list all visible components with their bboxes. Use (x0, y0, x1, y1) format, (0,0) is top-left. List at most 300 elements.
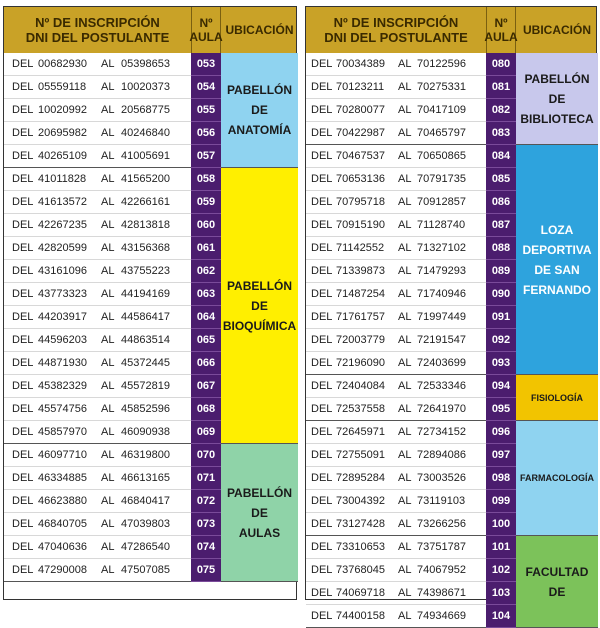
header-inscripcion-line1: Nº DE INSCRIPCIÓN (333, 15, 459, 30)
al-label: AL (398, 380, 412, 392)
al-label: AL (398, 58, 412, 70)
al-label: AL (398, 518, 412, 530)
header-ubicacion: UBICACIÓN (225, 23, 294, 37)
del-label: DEL (12, 472, 34, 484)
dni-to: 72734152 (417, 426, 466, 438)
al-label: AL (101, 426, 115, 438)
dni-from: 74400158 (336, 610, 385, 622)
dni-to: 73003526 (417, 472, 466, 484)
table-row (306, 283, 486, 306)
al-label: AL (398, 495, 412, 507)
location-cell (516, 375, 598, 421)
dni-from: 70422987 (336, 127, 385, 139)
table-row (4, 237, 191, 260)
table-row (306, 191, 486, 214)
al-label: AL (101, 380, 115, 392)
al-label: AL (398, 311, 412, 323)
header-aula (486, 7, 516, 53)
dni-to: 05398653 (121, 58, 170, 70)
location-cell (221, 53, 298, 168)
aula-number: 068 (191, 398, 221, 421)
dni-from: 70795718 (336, 196, 385, 208)
al-label: AL (101, 242, 115, 254)
aula-number: 064 (191, 306, 221, 329)
del-label: DEL (311, 242, 333, 254)
dni-to: 42266161 (121, 196, 170, 208)
dni-to: 43156368 (121, 242, 170, 254)
dni-from: 72196090 (336, 357, 385, 369)
aula-number: 075 (191, 559, 221, 582)
del-label: DEL (311, 288, 333, 300)
al-label: AL (101, 334, 115, 346)
dni-to: 45372445 (121, 357, 170, 369)
al-label: AL (101, 311, 115, 323)
dni-to: 44586417 (121, 311, 170, 323)
aula-number: 066 (191, 352, 221, 375)
table-row (4, 168, 191, 191)
dni-from: 44871930 (38, 357, 87, 369)
aula-number: 087 (486, 214, 516, 237)
del-label: DEL (311, 127, 333, 139)
dni-to: 47507085 (121, 564, 170, 576)
dni-to: 20568775 (121, 104, 170, 116)
del-label: DEL (311, 334, 333, 346)
table-row (4, 352, 191, 375)
table-row (4, 444, 191, 467)
al-label: AL (398, 173, 412, 185)
dni-from: 46334885 (38, 472, 87, 484)
aula-number: 080 (486, 53, 516, 76)
dni-to: 73119103 (417, 495, 466, 507)
table-row (306, 99, 486, 122)
table-row (306, 444, 486, 467)
table-row (306, 145, 486, 168)
del-label: DEL (12, 518, 34, 530)
dni-to: 72191547 (417, 334, 466, 346)
dni-to: 46840417 (121, 495, 170, 507)
location-cell (516, 145, 598, 375)
dni-from: 70467537 (336, 150, 385, 162)
del-label: DEL (311, 173, 333, 185)
aula-number: 053 (191, 53, 221, 76)
al-label: AL (101, 58, 115, 70)
table-header (306, 7, 596, 53)
dni-to: 73751787 (417, 541, 466, 553)
aula-number: 071 (191, 467, 221, 490)
al-label: AL (398, 219, 412, 231)
table-row (4, 375, 191, 398)
del-label: DEL (311, 495, 333, 507)
del-label: DEL (311, 196, 333, 208)
del-label: DEL (12, 242, 34, 254)
del-label: DEL (12, 426, 34, 438)
del-label: DEL (12, 81, 34, 93)
dni-from: 73310653 (336, 541, 385, 553)
del-label: DEL (311, 104, 333, 116)
dni-to: 46090938 (121, 426, 170, 438)
del-label: DEL (311, 426, 333, 438)
del-label: DEL (12, 357, 34, 369)
table-row (306, 53, 486, 76)
header-aula-line1: Nº (199, 16, 213, 30)
aula-number: 098 (486, 467, 516, 490)
aula-number: 095 (486, 398, 516, 421)
dni-from: 44203917 (38, 311, 87, 323)
location-cell (516, 421, 598, 536)
dni-to: 72533346 (417, 380, 466, 392)
dni-to: 45852596 (121, 403, 170, 415)
al-label: AL (398, 334, 412, 346)
dni-to: 71128740 (417, 219, 466, 231)
del-label: DEL (311, 449, 333, 461)
aula-number: 059 (191, 191, 221, 214)
dni-to: 70465797 (417, 127, 466, 139)
dni-to: 73266256 (417, 518, 466, 530)
dni-from: 46623880 (38, 495, 87, 507)
table-row (4, 53, 191, 76)
dni-from: 41011828 (38, 173, 87, 185)
dni-to: 46319800 (121, 449, 170, 461)
dni-to: 43755223 (121, 265, 170, 277)
dni-to: 47286540 (121, 541, 170, 553)
header-aula-line1: Nº (494, 16, 508, 30)
aula-number: 086 (486, 191, 516, 214)
location-name: PABELLÓN DE AULAS (226, 485, 293, 540)
location-name: FACULTAD DE (525, 564, 589, 599)
del-label: DEL (12, 334, 34, 346)
table-row (306, 329, 486, 352)
aula-number: 088 (486, 237, 516, 260)
al-label: AL (101, 449, 115, 461)
del-label: DEL (12, 403, 34, 415)
table-row (4, 306, 191, 329)
al-label: AL (101, 403, 115, 415)
dni-to: 41565200 (121, 173, 170, 185)
aula-number: 055 (191, 99, 221, 122)
dni-from: 70915190 (336, 219, 385, 231)
dni-from: 72003779 (336, 334, 385, 346)
header-inscripcion (306, 7, 486, 53)
del-label: DEL (311, 58, 333, 70)
table-row (306, 513, 486, 536)
aula-number: 092 (486, 329, 516, 352)
dni-from: 71142552 (336, 242, 385, 254)
del-label: DEL (12, 495, 34, 507)
al-label: AL (101, 127, 115, 139)
dni-from: 43161096 (38, 265, 87, 277)
al-label: AL (101, 288, 115, 300)
table-row (4, 145, 191, 168)
al-label: AL (101, 265, 115, 277)
aula-number: 073 (191, 513, 221, 536)
dni-to: 45572819 (121, 380, 170, 392)
del-label: DEL (12, 58, 34, 70)
al-label: AL (398, 472, 412, 484)
al-label: AL (398, 242, 412, 254)
al-label: AL (398, 564, 412, 576)
location-cell (516, 53, 598, 145)
dni-to: 44194169 (121, 288, 170, 300)
aula-number: 074 (191, 536, 221, 559)
del-label: DEL (12, 564, 34, 576)
dni-from: 41613572 (38, 196, 87, 208)
aula-number: 097 (486, 444, 516, 467)
dni-from: 70123211 (336, 81, 385, 93)
dni-from: 10020992 (38, 104, 87, 116)
al-label: AL (101, 564, 115, 576)
dni-from: 70280077 (336, 104, 385, 116)
aula-number: 054 (191, 76, 221, 99)
al-label: AL (398, 426, 412, 438)
dni-from: 73768045 (336, 564, 385, 576)
dni-to: 71740946 (417, 288, 466, 300)
aula-number: 072 (191, 490, 221, 513)
del-label: DEL (311, 311, 333, 323)
del-label: DEL (12, 288, 34, 300)
table-row (306, 214, 486, 237)
del-label: DEL (311, 219, 333, 231)
location-cell (516, 536, 598, 628)
del-label: DEL (12, 311, 34, 323)
del-label: DEL (311, 587, 333, 599)
aula-number: 062 (191, 260, 221, 283)
del-label: DEL (12, 219, 34, 231)
table-row (4, 283, 191, 306)
dni-from: 70034389 (336, 58, 385, 70)
aula-number: 103 (486, 582, 516, 605)
aula-number: 057 (191, 145, 221, 168)
dni-to: 72641970 (417, 403, 466, 415)
dni-from: 72895284 (336, 472, 385, 484)
al-label: AL (101, 472, 115, 484)
dni-to: 10020373 (121, 81, 170, 93)
dni-from: 47290008 (38, 564, 87, 576)
del-label: DEL (12, 150, 34, 162)
dni-to: 70650865 (417, 150, 466, 162)
al-label: AL (101, 150, 115, 162)
table-row (4, 191, 191, 214)
del-label: DEL (311, 610, 333, 622)
dni-to: 74934669 (417, 610, 466, 622)
aula-number: 101 (486, 536, 516, 559)
table-row (4, 329, 191, 352)
dni-from: 42267235 (38, 219, 87, 231)
dni-to: 41005691 (121, 150, 170, 162)
table-row (306, 375, 486, 398)
aula-number: 085 (486, 168, 516, 191)
table-row (306, 122, 486, 145)
dni-to: 72403699 (417, 357, 466, 369)
del-label: DEL (12, 541, 34, 553)
dni-to: 40246840 (121, 127, 170, 139)
dni-to: 47039803 (121, 518, 170, 530)
aula-number: 099 (486, 490, 516, 513)
location-name: PABELLÓN DE BIOQUÍMICA (222, 278, 297, 333)
del-label: DEL (311, 472, 333, 484)
del-label: DEL (311, 150, 333, 162)
dni-from: 47040636 (38, 541, 87, 553)
del-label: DEL (12, 265, 34, 277)
table-row (306, 536, 486, 559)
right-assignment-table (305, 6, 597, 622)
header-aula (191, 7, 221, 53)
dni-to: 71997449 (417, 311, 466, 323)
aula-number: 084 (486, 145, 516, 168)
al-label: AL (101, 541, 115, 553)
al-label: AL (398, 449, 412, 461)
location-name: PABELLÓN DE BIBLIOTECA (520, 71, 594, 126)
al-label: AL (398, 288, 412, 300)
al-label: AL (101, 81, 115, 93)
dni-to: 74398671 (417, 587, 466, 599)
table-header (4, 7, 296, 53)
al-label: AL (398, 150, 412, 162)
header-ubicacion: UBICACIÓN (523, 23, 591, 37)
dni-from: 00682930 (38, 58, 87, 70)
al-label: AL (101, 495, 115, 507)
header-inscripcion-line1: Nº DE INSCRIPCIÓN (35, 15, 160, 30)
aula-number: 061 (191, 237, 221, 260)
location-name: FISIOLOGÍA (530, 392, 583, 403)
table-row (306, 260, 486, 283)
dni-from: 40265109 (38, 150, 87, 162)
aula-number: 082 (486, 99, 516, 122)
table-row (4, 490, 191, 513)
location-name: FARMACOLOGÍA (520, 473, 594, 483)
location-name: PABELLÓN DE ANATOMÍA (226, 83, 293, 137)
del-label: DEL (311, 403, 333, 415)
aula-number: 060 (191, 214, 221, 237)
header-inscripcion-line2: DNI DEL POSTULANTE (324, 30, 468, 45)
al-label: AL (398, 587, 412, 599)
al-label: AL (101, 219, 115, 231)
table-row (4, 99, 191, 122)
aula-number: 094 (486, 375, 516, 398)
table-row (4, 536, 191, 559)
dni-from: 45574756 (38, 403, 87, 415)
aula-number: 091 (486, 306, 516, 329)
aula-number: 102 (486, 559, 516, 582)
al-label: AL (398, 127, 412, 139)
dni-from: 46097710 (38, 449, 87, 461)
del-label: DEL (12, 380, 34, 392)
dni-from: 74069718 (336, 587, 385, 599)
dni-to: 42813818 (121, 219, 170, 231)
al-label: AL (398, 541, 412, 553)
dni-from: 72537558 (336, 403, 385, 415)
dni-to: 70912857 (417, 196, 466, 208)
table-row (306, 582, 486, 605)
dni-from: 45857970 (38, 426, 87, 438)
al-label: AL (101, 196, 115, 208)
del-label: DEL (311, 541, 333, 553)
al-label: AL (398, 81, 412, 93)
dni-from: 45382329 (38, 380, 87, 392)
dni-to: 70122596 (417, 58, 466, 70)
header-aula-line2: AULA (484, 30, 518, 44)
dni-from: 70653136 (336, 173, 385, 185)
aula-number: 096 (486, 421, 516, 444)
aula-number: 083 (486, 122, 516, 145)
aula-number: 058 (191, 168, 221, 191)
del-label: DEL (311, 265, 333, 277)
table-row (306, 559, 486, 582)
dni-from: 71339873 (336, 265, 385, 277)
table-row (306, 352, 486, 375)
al-label: AL (398, 357, 412, 369)
header-inscripcion-line2: DNI DEL POSTULANTE (25, 30, 170, 45)
dni-from: 43773323 (38, 288, 87, 300)
dni-from: 20695982 (38, 127, 87, 139)
aula-number: 089 (486, 260, 516, 283)
aula-number: 100 (486, 513, 516, 536)
del-label: DEL (12, 196, 34, 208)
table-row (306, 306, 486, 329)
dni-from: 71761757 (336, 311, 385, 323)
table-row (306, 490, 486, 513)
dni-from: 71487254 (336, 288, 385, 300)
del-label: DEL (311, 380, 333, 392)
table-row (4, 122, 191, 145)
aula-number: 056 (191, 122, 221, 145)
dni-from: 05559118 (38, 81, 87, 93)
del-label: DEL (311, 357, 333, 369)
aula-number: 069 (191, 421, 221, 444)
table-row (306, 605, 486, 628)
dni-from: 73004392 (336, 495, 385, 507)
al-label: AL (398, 265, 412, 277)
dni-from: 73127428 (336, 518, 385, 530)
dni-from: 46840705 (38, 518, 87, 530)
table-row (4, 76, 191, 99)
del-label: DEL (311, 564, 333, 576)
aula-number: 063 (191, 283, 221, 306)
dni-from: 44596203 (38, 334, 87, 346)
dni-to: 70417109 (417, 104, 466, 116)
del-label: DEL (311, 518, 333, 530)
aula-number: 081 (486, 76, 516, 99)
dni-to: 44863514 (121, 334, 170, 346)
al-label: AL (398, 196, 412, 208)
dni-to: 74067952 (417, 564, 466, 576)
aula-number: 067 (191, 375, 221, 398)
al-label: AL (101, 104, 115, 116)
del-label: DEL (12, 173, 34, 185)
al-label: AL (398, 610, 412, 622)
del-label: DEL (12, 127, 34, 139)
table-row (4, 559, 191, 582)
dni-to: 70791735 (417, 173, 466, 185)
dni-to: 46613165 (121, 472, 170, 484)
table-row (306, 237, 486, 260)
dni-to: 72894086 (417, 449, 466, 461)
del-label: DEL (12, 449, 34, 461)
location-cell (221, 444, 298, 582)
table-row (306, 467, 486, 490)
dni-to: 71327102 (417, 242, 466, 254)
al-label: AL (101, 518, 115, 530)
del-label: DEL (311, 81, 333, 93)
del-label: DEL (12, 104, 34, 116)
aula-number: 065 (191, 329, 221, 352)
aula-number: 090 (486, 283, 516, 306)
dni-from: 72404084 (336, 380, 385, 392)
table-row (4, 398, 191, 421)
al-label: AL (101, 173, 115, 185)
table-row (4, 513, 191, 536)
header-inscripcion (4, 7, 191, 53)
table-row (306, 76, 486, 99)
